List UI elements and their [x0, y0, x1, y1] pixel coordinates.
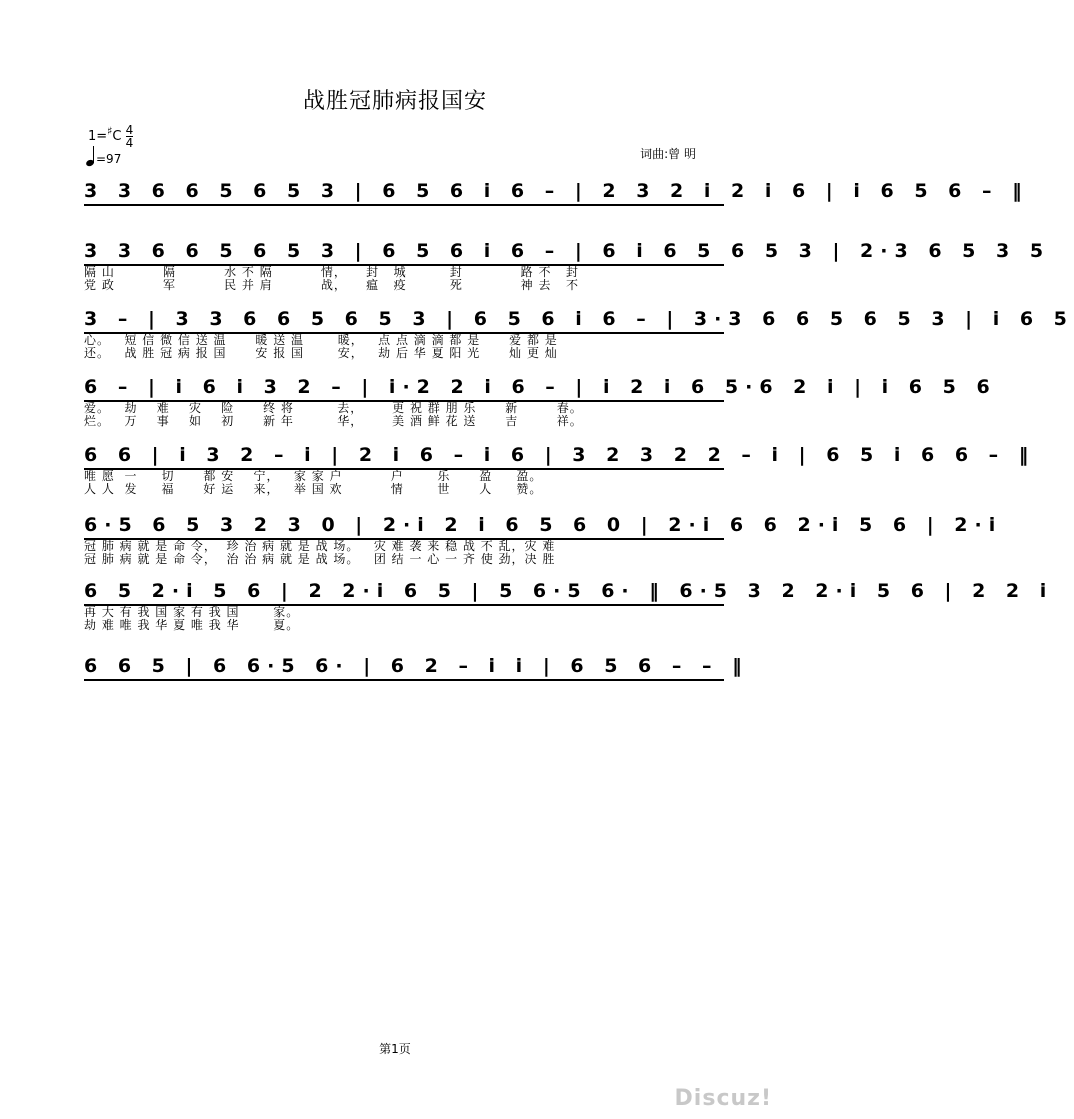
quarter-note-icon — [86, 146, 96, 166]
lyric-line: 烂。 万 事 如 初 新 年 华， 美 酒 鲜 花 送 吉 祥。 — [84, 414, 583, 428]
tempo-marking — [86, 146, 121, 166]
tempo-value: =97 — [96, 152, 122, 166]
time-signature — [126, 124, 134, 149]
lyric-line: 冠 肺 病 就 是 命 令， 治 治 病 就 是 战 场。 团 结 一 心 一 齐 使 劲，决 胜 — [84, 552, 556, 566]
score-row — [84, 308, 1074, 360]
time-bottom: 4 — [125, 136, 134, 150]
key-note: C — [112, 129, 122, 144]
score-row — [84, 180, 1029, 206]
notation-line: 3 3 6 6 5 6 5 3 | 6 5 6 i 6 – | 2 3 2 i 2 i 6 | i 6 5 6 – ‖ — [84, 180, 724, 206]
lyric-line: 唯 愿 一 切 都 安 宁， 家 家 户 户 乐 盈 盈。 — [84, 469, 543, 483]
score-row — [84, 376, 997, 428]
lyric-line: 党 政 军 民 并 肩 战， 瘟 疫 死 神 去 不 — [84, 278, 579, 292]
notation-line: 6·5 6 5 3 2 3 0 | 2·i 2 i 6 5 6 0 | 2·i 6 6 2·i 5 6 | 2·i — [84, 514, 724, 540]
score-row — [84, 514, 1003, 566]
notation-line: 6 5 2·i 5 6 | 2 2·i 6 5 | 5 6·5 6· ‖ 6·5 3 2 2·i 5 6 | 2 2 i — [84, 580, 724, 606]
lyric-line: 心。 短 信 微 信 送 温 暖 送 温 暖， 点 点 滴 滴 都 是 爱 都 是 — [84, 333, 558, 347]
score-row — [84, 580, 1054, 632]
notation-line: 6 6 5 | 6 6·5 6· | 6 2 – i i | 6 5 6 – – ‖ — [84, 655, 724, 681]
page-title: 战胜冠肺病报国安 — [302, 89, 487, 114]
lyric-line: 劫 难 唯 我 华 夏 唯 我 华 夏。 — [84, 618, 300, 632]
notation-line: 6 6 | i 3 2 – i | 2 i 6 – i 6 | 3 2 3 2 2 – i | 6 5 i 6 6 – ‖ — [84, 444, 724, 470]
score-row — [84, 240, 1051, 292]
lyric-line: 再 大 有 我 国 家 有 我 国 家。 — [84, 605, 300, 619]
lyric-line: 还。 战 胜 冠 病 报 国 安 报 国 安， 劫 后 华 夏 阳 光 灿 更 灿 — [84, 346, 558, 360]
lyric-line: 隔 山 隔 水 不 隔 情， 封 城 封 路 不 封 — [84, 265, 579, 279]
lyric-line: 人 人 发 福 好 运 来， 举 国 欢 情 世 人 赞。 — [84, 482, 543, 496]
composer-credit: 词曲:曾 明 — [640, 147, 696, 161]
notation-line: 3 3 6 6 5 6 5 3 | 6 5 6 i 6 – | 6 i 6 5 6 5 3 | 2·3 6 5 3 5 — [84, 240, 724, 266]
notation-line: 3 – | 3 3 6 6 5 6 5 3 | 6 5 6 i 6 – | 3·3 6 6 5 6 5 3 | i 6 5 — [84, 308, 724, 334]
lyric-line: 爱。 劫 难 灾 险 终 将 去， 更 祝 群 朋 乐 新 春。 — [84, 401, 583, 415]
score-row — [84, 444, 1036, 496]
watermark-logo: Discuz! — [674, 1086, 772, 1111]
sharp-sign: ♯ — [107, 124, 113, 138]
notation-line: 6 – | i 6 i 3 2 – | i·2 2 i 6 – | i 2 i 6 5·6 2 i | i 6 5 6 — [84, 376, 724, 402]
time-top: 4 — [125, 123, 134, 137]
page-number: 第1页 — [379, 1042, 411, 1056]
lyric-line: 冠 肺 病 就 是 命 令， 珍 治 病 就 是 战 场。 灾 难 袭 来 稳 战 不 乱，灾 难 — [84, 539, 556, 553]
score-row — [84, 655, 749, 681]
key-label: 1= — [88, 129, 108, 144]
